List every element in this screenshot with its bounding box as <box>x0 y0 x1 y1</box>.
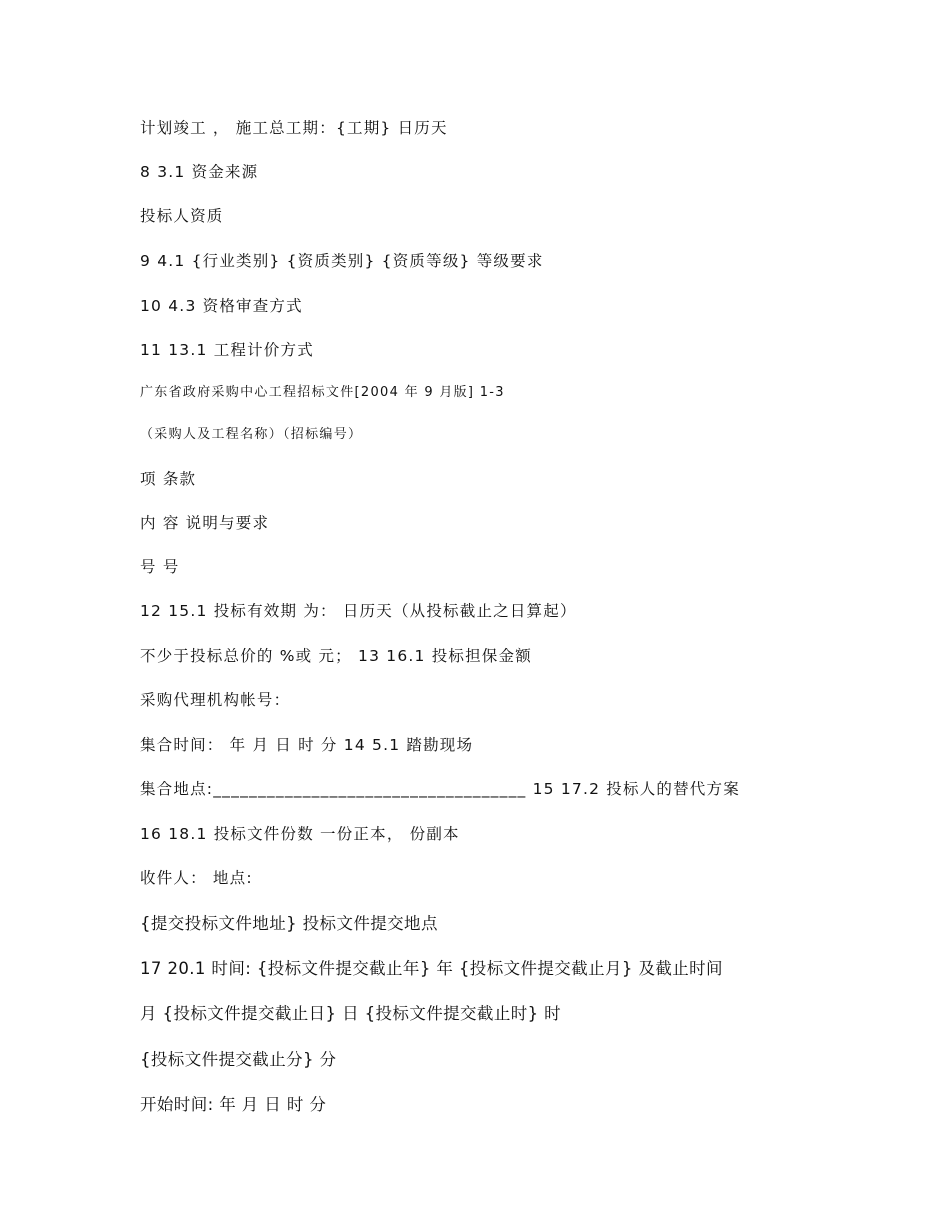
text-line-construction-period: 计划竣工 ， 施工总工期：{工期} 日历天 <box>140 119 448 137</box>
page-header-document-title: 广东省政府采购中心工程招标文件[2004 年 9 月版] 1-3 <box>140 385 505 400</box>
text-line-alternative-plan: 集合地点:___________________________________ 15 17.2 投标人的替代方案 <box>140 780 740 798</box>
text-line-agency-account: 采购代理机构帐号： <box>140 691 291 709</box>
text-line-review-method: 10 4.3 资格审查方式 <box>140 297 303 315</box>
text-line-recipient: 收件人： 地点: <box>140 869 253 887</box>
text-line-bid-validity: 12 15.1 投标有效期 为： 日历天（从投标截止之日算起） <box>140 602 577 620</box>
text-line-deadline-minute: {投标文件提交截止分} 分 <box>140 1050 337 1069</box>
text-line-bidder-qualification: 投标人资质 <box>140 207 224 225</box>
text-line-pricing-method: 11 13.1 工程计价方式 <box>140 341 314 359</box>
text-line-copies: 16 18.1 投标文件份数 一份正本， 份副本 <box>140 825 460 843</box>
text-line-bid-guarantee: 不少于投标总价的 %或 元； 13 16.1 投标担保金额 <box>140 647 532 665</box>
text-line-submission-place: {提交投标文件地址} 投标文件提交地点 <box>140 914 438 933</box>
text-line-opening-time: 开始时间: 年 月 日 时 分 <box>140 1095 327 1114</box>
text-line-deadline-year-month: 17 20.1 时间: {投标文件提交截止年} 年 {投标文件提交截止月} 及截止时间 <box>140 959 723 978</box>
text-line-qualification-grade: 9 4.1 {行业类别} {资质类别} {资质等级} 等级要求 <box>140 252 544 270</box>
table-header-content-requirements: 内 容 说明与要求 <box>140 514 270 532</box>
table-header-item-clause: 项 条款 <box>140 470 197 488</box>
table-header-number: 号 号 <box>140 558 180 576</box>
text-line-funding-source: 8 3.1 资金来源 <box>140 163 259 181</box>
page-header-buyer-project: （采购人及工程名称）（招标编号） <box>140 427 363 442</box>
text-line-deadline-day-hour: 月 {投标文件提交截止日} 日 {投标文件提交截止时} 时 <box>140 1004 562 1023</box>
text-line-site-visit: 集合时间： 年 月 日 时 分 14 5.1 踏勘现场 <box>140 736 474 754</box>
